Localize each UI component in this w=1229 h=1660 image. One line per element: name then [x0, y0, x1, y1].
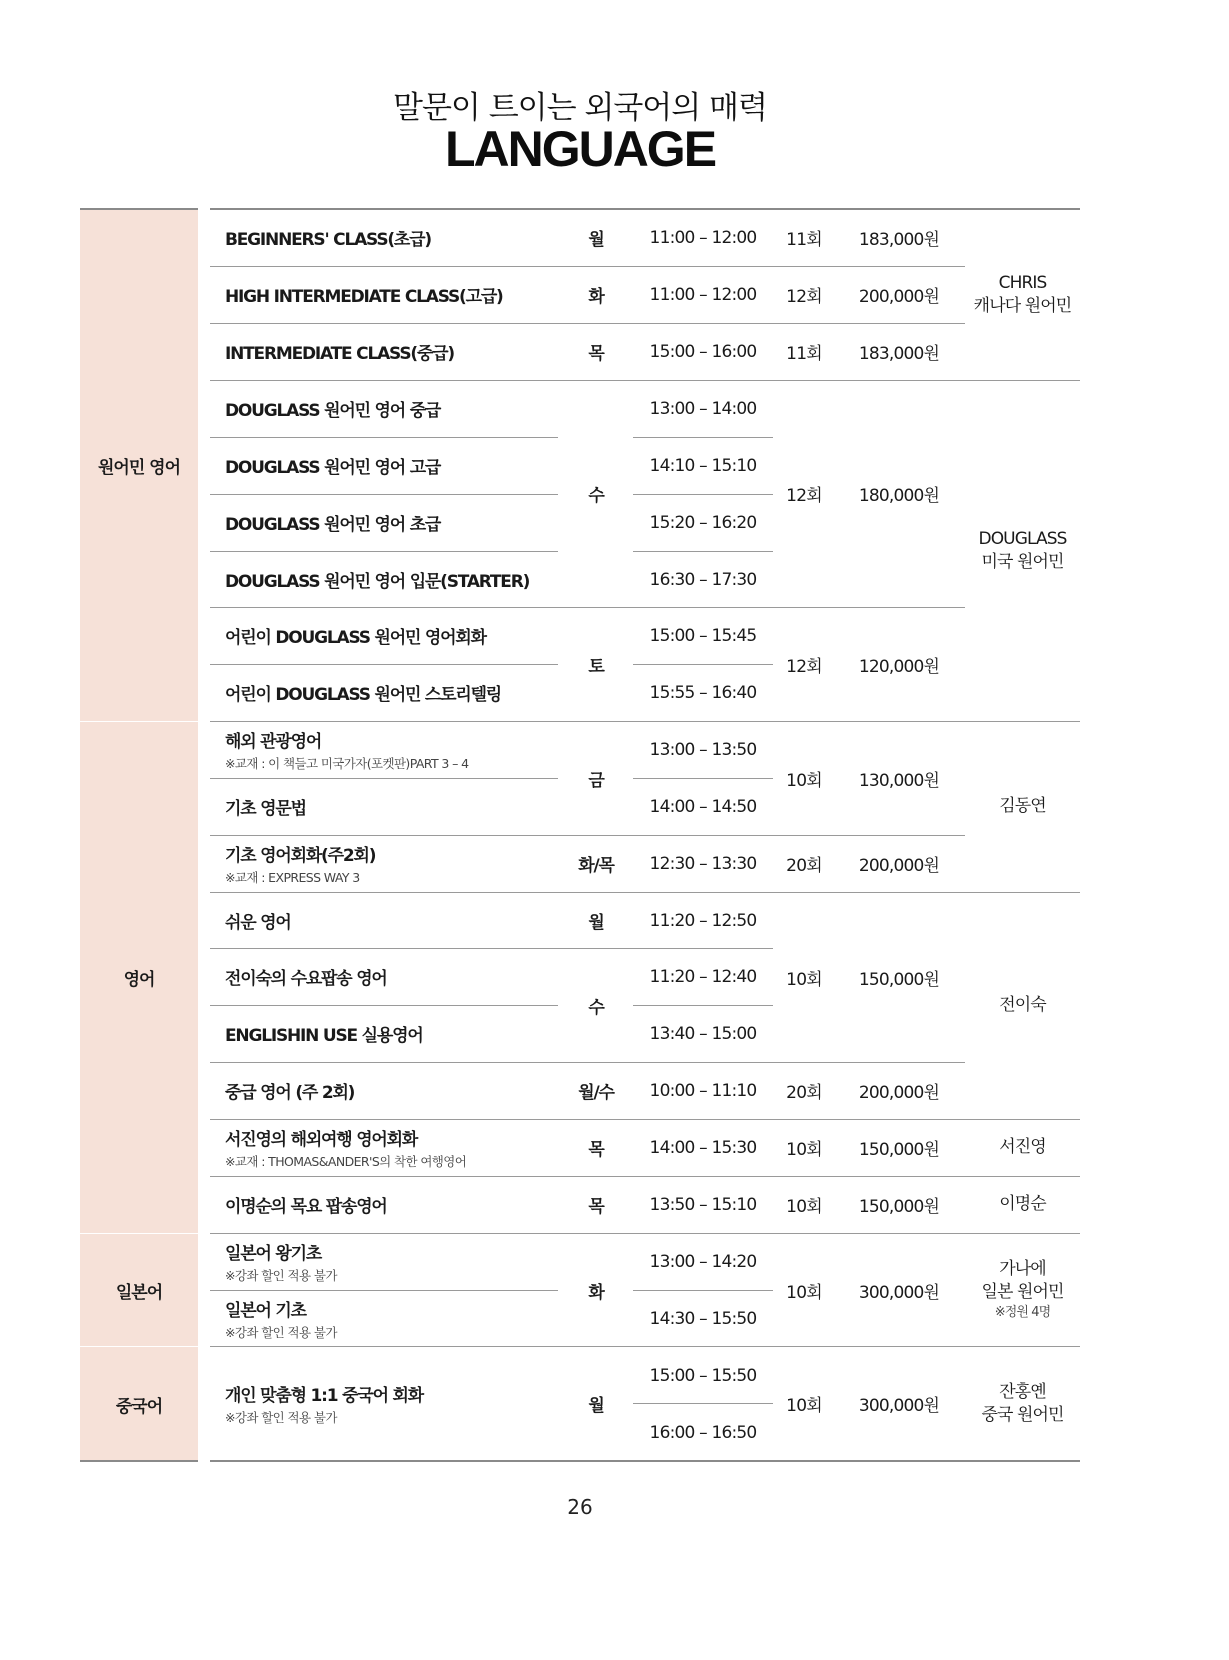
session-count: 12회 [786, 486, 822, 506]
course-title: ENGLISHIN USE 실용영어 [225, 1026, 423, 1046]
course-title: DOUGLASS 원어민 영어 고급 [225, 458, 441, 478]
teacher-name: 잔홍옌 [999, 1381, 1046, 1402]
category-english [80, 722, 198, 1233]
time-slot: 15:00 – 16:00 [649, 341, 757, 362]
course-name [225, 437, 555, 494]
course-title: 서진영의 해외여행 영어회화 [225, 1130, 418, 1150]
course-name [225, 1119, 555, 1176]
teacher-origin: 중국 원어민 [981, 1404, 1064, 1425]
capacity-note: ※정원 4명 [994, 1305, 1051, 1320]
time-slot: 10:00 – 11:10 [649, 1080, 757, 1101]
time-slot: 13:00 – 13:50 [649, 739, 757, 760]
teacher-lee [965, 1176, 1080, 1233]
time-slot: 14:30 – 15:50 [649, 1308, 757, 1329]
course-name [225, 1062, 555, 1119]
time-slot: 13:40 – 15:00 [649, 1023, 757, 1044]
course-name [225, 1005, 555, 1062]
course-title: 기초 영문법 [225, 799, 306, 819]
course-title: 일본어 기초 [225, 1301, 306, 1321]
weekday: 금 [588, 770, 604, 791]
weekday: 수 [588, 486, 604, 506]
teacher-origin: 일본 원어민 [981, 1282, 1064, 1302]
time-slot: 14:00 – 14:50 [649, 796, 757, 817]
course-title: 쉬운 영어 [225, 913, 291, 933]
time-slot: 11:20 – 12:50 [649, 910, 757, 931]
session-count: 11회 [786, 344, 822, 364]
weekday: 토 [588, 656, 604, 677]
page-subtitle: 말문이 트이는 외국어의 매력 [393, 90, 767, 126]
weekday: 목 [588, 344, 604, 364]
time-slot: 16:00 – 16:50 [649, 1422, 757, 1443]
category-label: 원어민 영어 [97, 457, 181, 478]
weekday: 목 [588, 1140, 604, 1160]
price: 200,000원 [858, 856, 940, 876]
time-slot: 11:20 – 12:40 [649, 966, 757, 987]
course-title: 이명순의 목요 팝송영어 [225, 1197, 387, 1217]
table-top-rule [80, 208, 198, 210]
time-slot: 15:55 – 16:40 [649, 682, 757, 703]
session-count: 12회 [786, 287, 822, 307]
textbook-note: ※교재 : THOMAS&ANDER'S의 착한 여행영어 [225, 1154, 467, 1169]
time-slot: 13:50 – 15:10 [649, 1194, 757, 1215]
course-name [225, 607, 555, 664]
weekday: 월 [588, 230, 604, 250]
course-name [225, 1233, 555, 1290]
weekday: 화/목 [578, 856, 614, 876]
price: 180,000원 [858, 486, 940, 506]
price: 120,000원 [858, 656, 940, 677]
page-number: 26 [567, 1495, 593, 1519]
course-title: 해외 관광영어 [225, 732, 322, 752]
session-count: 10회 [786, 1197, 822, 1217]
session-count: 20회 [786, 856, 822, 876]
teacher-douglass [965, 380, 1080, 721]
time-slot: 14:10 – 15:10 [649, 455, 757, 476]
session-count: 10회 [786, 1396, 822, 1416]
price: 183,000원 [858, 344, 940, 364]
weekday: 월 [588, 913, 604, 933]
course-name [225, 266, 555, 323]
course-name [225, 551, 555, 608]
course-name [225, 1176, 555, 1233]
course-name [225, 664, 555, 721]
course-title: 어린이 DOUGLASS 원어민 스토리텔링 [225, 685, 502, 705]
course-name [225, 1347, 555, 1460]
teacher-name: DOUGLASS [978, 528, 1067, 549]
course-name [225, 380, 555, 437]
time-slot: 12:30 – 13:30 [649, 853, 757, 874]
session-count: 10회 [786, 1140, 822, 1160]
teacher-name: 전이숙 [999, 995, 1046, 1015]
category-label: 영어 [123, 970, 155, 990]
course-title: 전이숙의 수요팝송 영어 [225, 969, 387, 989]
course-name [225, 892, 555, 949]
course-name [225, 721, 555, 778]
course-name [225, 948, 555, 1005]
course-title: DOUGLASS 원어민 영어 입문(STARTER) [225, 572, 530, 592]
course-name [225, 494, 555, 551]
price: 300,000원 [858, 1282, 940, 1303]
time-slot: 15:00 – 15:50 [649, 1365, 757, 1386]
weekday: 화 [588, 1282, 604, 1303]
time-slot: 11:00 – 12:00 [649, 284, 757, 305]
course-title: DOUGLASS 원어민 영어 중급 [225, 401, 441, 421]
discount-note: ※강좌 할인 적용 불가 [225, 1325, 337, 1340]
time-slot: 16:30 – 17:30 [649, 569, 757, 590]
course-title: HIGH INTERMEDIATE CLASS(고급) [225, 287, 503, 307]
course-title: 중급 영어 (주 2회) [225, 1083, 355, 1103]
session-count: 10회 [786, 969, 822, 990]
session-count: 12회 [786, 656, 822, 677]
teacher-kim [965, 721, 1080, 892]
course-title: INTERMEDIATE CLASS(중급) [225, 344, 454, 364]
teacher-zhan [965, 1347, 1080, 1460]
price: 150,000원 [858, 1197, 940, 1217]
category-chinese [80, 1347, 198, 1461]
textbook-note: ※교재 : 이 책들고 미국가자(포켓판)PART 3 – 4 [225, 756, 469, 771]
weekday: 목 [588, 1197, 604, 1217]
table-bottom-rule [80, 1460, 198, 1462]
category-label: 일본어 [115, 1282, 163, 1303]
course-name [225, 323, 555, 380]
session-count: 10회 [786, 770, 822, 791]
weekday: 수 [588, 997, 604, 1018]
time-slot: 14:00 – 15:30 [649, 1137, 757, 1158]
price: 150,000원 [858, 1140, 940, 1160]
teacher-origin: 미국 원어민 [981, 551, 1064, 572]
session-count: 20회 [786, 1083, 822, 1103]
course-name [225, 1290, 555, 1347]
category-native-english [80, 209, 198, 721]
weekday: 화 [588, 287, 604, 307]
course-name [225, 835, 555, 892]
course-name [225, 209, 555, 266]
category-label: 중국어 [115, 1396, 163, 1417]
teacher-origin: 캐나다 원어민 [973, 295, 1072, 316]
time-slot: 15:20 – 16:20 [649, 512, 757, 533]
teacher-name: 가나에 [999, 1259, 1046, 1279]
teacher-name: CHRIS [998, 272, 1047, 293]
course-title: 일본어 왕기초 [225, 1244, 322, 1264]
teacher-seo [965, 1119, 1080, 1176]
course-title: 기초 영어회화(주2회) [225, 846, 376, 866]
price: 150,000원 [858, 969, 940, 990]
page-title: LANGUAGE [444, 121, 716, 177]
price: 200,000원 [858, 287, 940, 307]
session-count: 10회 [786, 1282, 822, 1303]
time-slot: 13:00 – 14:20 [649, 1251, 757, 1272]
time-slot: 13:00 – 14:00 [649, 398, 757, 419]
course-title: BEGINNERS' CLASS(초급) [225, 230, 431, 250]
course-title: 개인 맞춤형 1:1 중국어 회화 [225, 1386, 423, 1406]
discount-note: ※강좌 할인 적용 불가 [225, 1410, 337, 1425]
teacher-name: 서진영 [999, 1137, 1046, 1157]
category-japanese [80, 1234, 198, 1346]
course-title: DOUGLASS 원어민 영어 초급 [225, 515, 441, 535]
discount-note: ※강좌 할인 적용 불가 [225, 1268, 337, 1283]
textbook-note: ※교재 : EXPRESS WAY 3 [225, 870, 360, 885]
teacher-name: 김동연 [999, 796, 1046, 816]
session-count: 11회 [786, 230, 822, 250]
price: 300,000원 [858, 1396, 940, 1416]
course-name [225, 778, 555, 835]
weekday: 월 [588, 1396, 604, 1416]
teacher-chris [965, 209, 1080, 380]
teacher-kanae [965, 1233, 1080, 1347]
time-slot: 11:00 – 12:00 [649, 227, 757, 248]
weekday: 월/수 [578, 1083, 614, 1103]
teacher-name: 이명순 [999, 1194, 1046, 1214]
price: 200,000원 [858, 1083, 940, 1103]
price: 130,000원 [858, 770, 940, 791]
course-title: 어린이 DOUGLASS 원어민 영어회화 [225, 628, 486, 648]
teacher-jeon [965, 892, 1080, 1119]
time-slot: 15:00 – 15:45 [649, 625, 757, 646]
price: 183,000원 [858, 230, 940, 250]
